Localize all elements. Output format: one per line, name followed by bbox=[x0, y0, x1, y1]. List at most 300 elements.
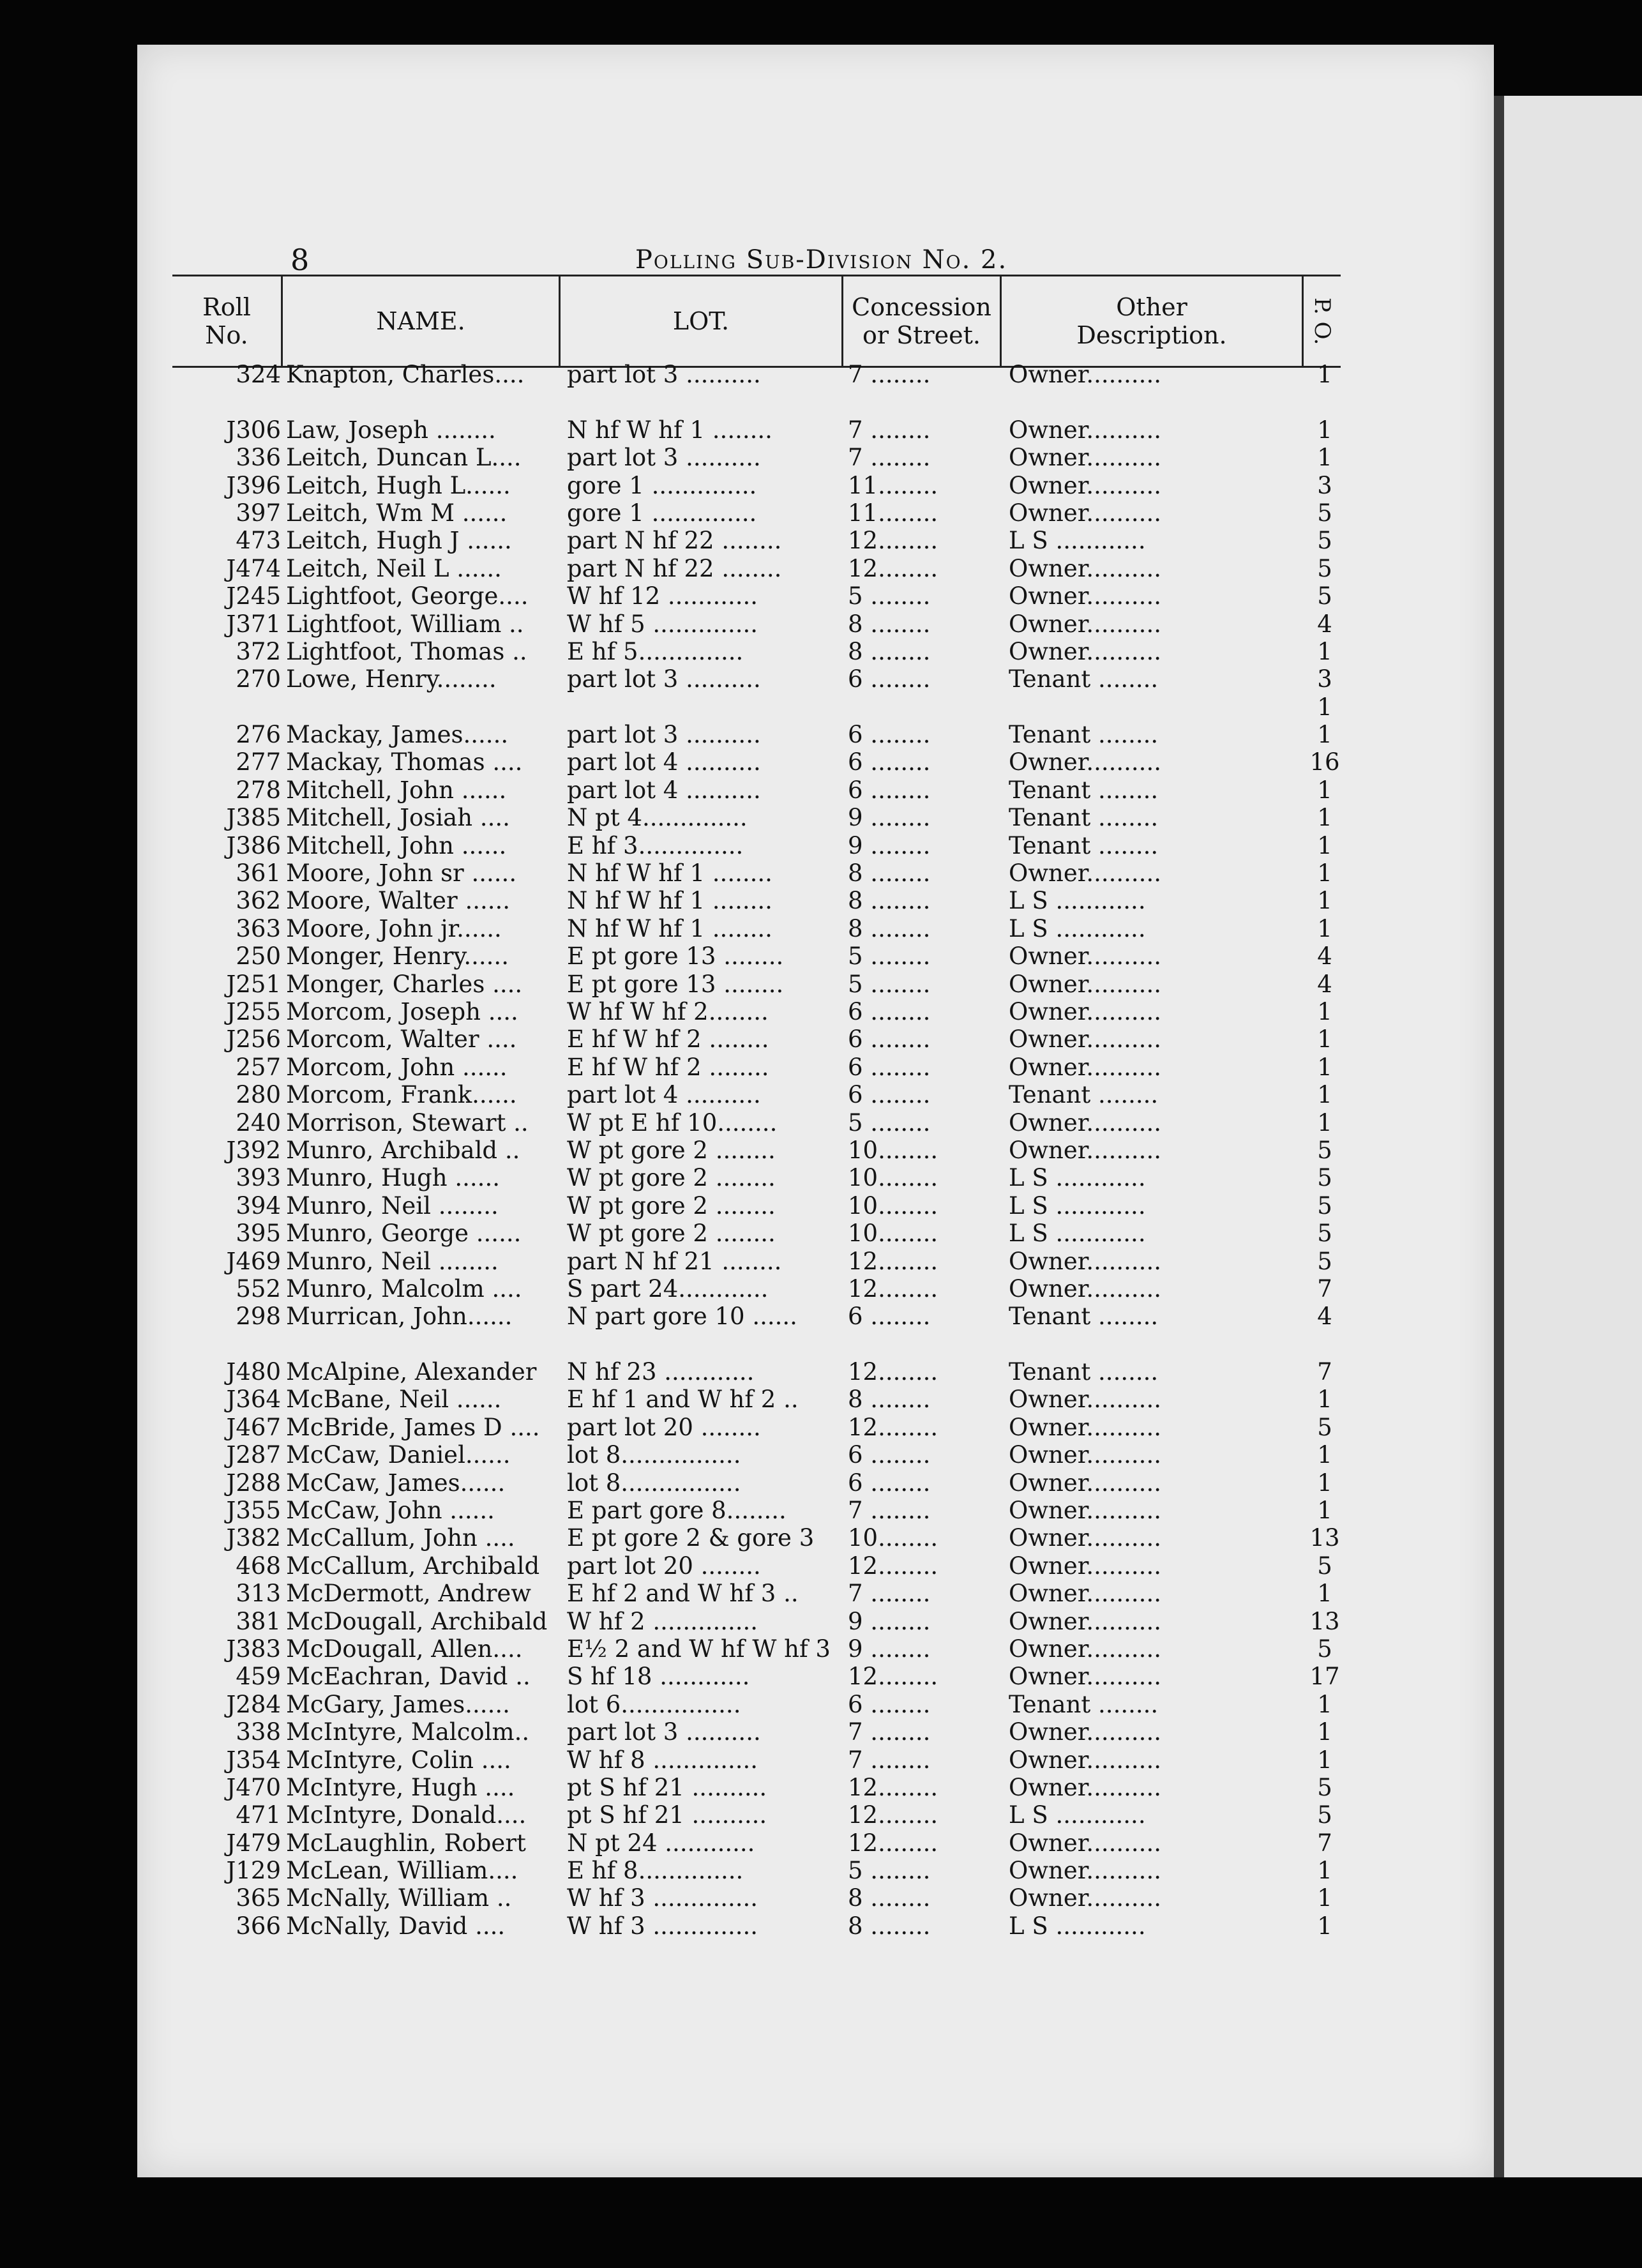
concession: 7 ........ bbox=[848, 361, 931, 388]
roll-number: J355 bbox=[226, 1497, 281, 1525]
voter-name: McLaughlin, Robert bbox=[286, 1829, 526, 1857]
other-description: Owner.......... bbox=[1009, 1829, 1161, 1857]
concession: 7 ........ bbox=[848, 1497, 931, 1525]
lot-description: part lot 3 .......... bbox=[567, 361, 761, 388]
concession: 10........ bbox=[848, 1164, 938, 1192]
other-description: Owner.......... bbox=[1009, 1884, 1161, 1912]
voter-name: Munro, George ...... bbox=[286, 1220, 522, 1248]
roll-number: 250 bbox=[236, 942, 281, 971]
voter-name: Leitch, Neil L ...... bbox=[286, 554, 502, 582]
other-description: Owner.......... bbox=[1009, 859, 1161, 888]
roll-number: J371 bbox=[226, 610, 281, 638]
roll-number: J284 bbox=[226, 1690, 281, 1718]
post-office: 5 bbox=[1317, 1773, 1332, 1801]
concession: 8 ........ bbox=[848, 1386, 931, 1414]
concession: 12........ bbox=[848, 1274, 938, 1303]
table-row bbox=[172, 1663, 1341, 1690]
voter-name: McDermott, Andrew bbox=[286, 1580, 531, 1608]
lot-description: E pt gore 13 ........ bbox=[567, 970, 784, 998]
lot-description: N hf W hf 1 ........ bbox=[567, 887, 772, 915]
lot-description: part lot 3 .......... bbox=[567, 665, 761, 693]
post-office: 1 bbox=[1317, 1497, 1332, 1525]
voter-name: Murrican, John...... bbox=[286, 1303, 513, 1331]
post-office: 5 bbox=[1317, 1164, 1332, 1192]
table-row bbox=[172, 832, 1341, 859]
voter-name: Lightfoot, George.... bbox=[286, 582, 529, 610]
voter-name: Knapton, Charles.... bbox=[286, 361, 525, 388]
table-row bbox=[172, 1358, 1341, 1386]
table-row bbox=[172, 416, 1341, 444]
table-row bbox=[172, 1081, 1341, 1108]
concession: 9 ........ bbox=[848, 831, 931, 859]
lot-description: W hf 3 .............. bbox=[567, 1884, 758, 1912]
roll-number: J256 bbox=[226, 1025, 281, 1054]
post-office: 5 bbox=[1317, 1247, 1332, 1275]
table-row bbox=[172, 1137, 1341, 1164]
other-description: L S ............ bbox=[1009, 527, 1146, 555]
voter-name: McLean, William.... bbox=[286, 1857, 518, 1885]
lot-description: part lot 4 .......... bbox=[567, 1081, 761, 1109]
post-office: 1 bbox=[1317, 1441, 1332, 1469]
other-description: Owner.......... bbox=[1009, 1857, 1161, 1885]
post-office: 7 bbox=[1317, 1358, 1332, 1386]
concession: 8 ........ bbox=[848, 887, 931, 915]
lot-description: W pt gore 2 ........ bbox=[567, 1136, 776, 1164]
voter-name: McIntyre, Malcolm.. bbox=[286, 1718, 530, 1746]
voter-name: Leitch, Duncan L.... bbox=[286, 444, 522, 472]
other-description: L S ............ bbox=[1009, 1220, 1146, 1248]
voter-name: Morcom, Frank...... bbox=[286, 1081, 517, 1109]
row-spacer bbox=[172, 388, 1341, 416]
post-office: 13 bbox=[1309, 1524, 1340, 1552]
post-office: 1 bbox=[1317, 1469, 1332, 1497]
table-row bbox=[172, 1386, 1341, 1413]
other-description: Tenant ........ bbox=[1009, 1081, 1159, 1109]
post-office: 4 bbox=[1317, 970, 1332, 998]
lot-description: gore 1 .............. bbox=[567, 499, 757, 527]
lot-description: pt S hf 21 .......... bbox=[567, 1801, 767, 1829]
lot-description: E hf 2 and W hf 3 .. bbox=[567, 1580, 799, 1608]
roll-number: 270 bbox=[236, 665, 281, 693]
other-description: Tenant ........ bbox=[1009, 1690, 1159, 1718]
table-row bbox=[172, 1025, 1341, 1053]
concession: 12........ bbox=[848, 1773, 938, 1801]
other-description: Owner.......... bbox=[1009, 637, 1161, 665]
post-office: 1 bbox=[1317, 361, 1332, 388]
post-office: 5 bbox=[1317, 582, 1332, 610]
concession: 9 ........ bbox=[848, 1635, 931, 1663]
concession: 6 ........ bbox=[848, 1053, 931, 1081]
concession: 8 ........ bbox=[848, 914, 931, 942]
other-description: Owner.......... bbox=[1009, 1136, 1161, 1164]
voter-name: Moore, Walter ...... bbox=[286, 887, 511, 915]
lot-description: pt S hf 21 .......... bbox=[567, 1773, 767, 1801]
table-row bbox=[172, 1580, 1341, 1607]
concession: 7 ........ bbox=[848, 1580, 931, 1608]
lot-description: E hf 1 and W hf 2 .. bbox=[567, 1386, 799, 1414]
voter-list bbox=[172, 361, 1341, 1940]
lot-description: S hf 18 ............ bbox=[567, 1663, 750, 1691]
voter-name: McBride, James D .... bbox=[286, 1413, 540, 1441]
roll-number: 240 bbox=[236, 1108, 281, 1137]
other-description: Tenant ........ bbox=[1009, 1358, 1159, 1386]
roll-number: 257 bbox=[236, 1053, 281, 1081]
other-description: Tenant ........ bbox=[1009, 721, 1159, 749]
table-row bbox=[172, 1608, 1341, 1635]
table-row bbox=[172, 527, 1341, 554]
table-row bbox=[172, 1469, 1341, 1497]
lot-description: E part gore 8........ bbox=[567, 1497, 787, 1525]
roll-number: J382 bbox=[226, 1524, 281, 1552]
lot-description: part lot 3 .......... bbox=[567, 444, 761, 472]
roll-number: J474 bbox=[226, 554, 281, 582]
concession: 7 ........ bbox=[848, 1718, 931, 1746]
post-office: 7 bbox=[1317, 1829, 1332, 1857]
voter-name: Munro, Neil ........ bbox=[286, 1247, 499, 1275]
table-row bbox=[172, 887, 1341, 914]
other-description: Owner.......... bbox=[1009, 554, 1161, 582]
other-description: Owner.......... bbox=[1009, 1441, 1161, 1469]
table-row bbox=[172, 859, 1341, 887]
concession: 5 ........ bbox=[848, 970, 931, 998]
other-description: Owner.......... bbox=[1009, 1524, 1161, 1552]
post-office: 5 bbox=[1317, 527, 1332, 555]
roll-number: 276 bbox=[236, 721, 281, 749]
other-description: Owner.......... bbox=[1009, 997, 1161, 1025]
table-row bbox=[172, 499, 1341, 527]
other-description: Tenant ........ bbox=[1009, 665, 1159, 693]
lot-description: E hf 8.............. bbox=[567, 1857, 744, 1885]
voter-name: McCallum, Archibald bbox=[286, 1552, 540, 1580]
table-row bbox=[172, 721, 1341, 748]
table-row bbox=[172, 444, 1341, 471]
lot-description: W hf 2 .............. bbox=[567, 1607, 758, 1635]
roll-number: J245 bbox=[226, 582, 281, 610]
other-description: Owner.......... bbox=[1009, 1552, 1161, 1580]
concession: 6 ........ bbox=[848, 1469, 931, 1497]
concession: 6 ........ bbox=[848, 1303, 931, 1331]
lot-description: N pt 24 ............ bbox=[567, 1829, 755, 1857]
post-office: 1 bbox=[1317, 804, 1332, 832]
voter-name: Mackay, James...... bbox=[286, 721, 509, 749]
voter-name: Law, Joseph ........ bbox=[286, 416, 496, 444]
lot-description: S part 24............ bbox=[567, 1274, 769, 1303]
roll-number: J479 bbox=[226, 1829, 281, 1857]
voter-name: Leitch, Hugh J ...... bbox=[286, 527, 512, 555]
lot-description: N hf 23 ............ bbox=[567, 1358, 755, 1386]
voter-name: McNally, David .... bbox=[286, 1912, 506, 1940]
lot-description: part N hf 22 ........ bbox=[567, 554, 782, 582]
concession: 5 ........ bbox=[848, 1857, 931, 1885]
roll-number: J385 bbox=[226, 804, 281, 832]
concession: 12........ bbox=[848, 527, 938, 555]
voter-name: Munro, Malcolm .... bbox=[286, 1274, 522, 1303]
other-description: Owner.......... bbox=[1009, 1497, 1161, 1525]
row-spacer bbox=[172, 1331, 1341, 1358]
roll-number: 397 bbox=[236, 499, 281, 527]
voter-name: Morcom, Walter .... bbox=[286, 1025, 517, 1054]
post-office: 1 bbox=[1317, 693, 1332, 721]
table-row bbox=[172, 1220, 1341, 1247]
table-row bbox=[172, 1801, 1341, 1829]
roll-number: 277 bbox=[236, 748, 281, 776]
other-description: Owner.......... bbox=[1009, 416, 1161, 444]
lot-description: N part gore 10 ...... bbox=[567, 1303, 797, 1331]
table-row bbox=[172, 1884, 1341, 1912]
other-description: Owner.......... bbox=[1009, 471, 1161, 499]
concession: 6 ........ bbox=[848, 748, 931, 776]
lot-description: part N hf 22 ........ bbox=[567, 527, 782, 555]
voter-name: Morrison, Stewart .. bbox=[286, 1108, 529, 1137]
roll-number: J129 bbox=[226, 1857, 281, 1885]
roll-number: 338 bbox=[236, 1718, 281, 1746]
concession: 5 ........ bbox=[848, 942, 931, 971]
voter-name: Mackay, Thomas .... bbox=[286, 748, 523, 776]
other-description: Owner.......... bbox=[1009, 1580, 1161, 1608]
concession: 5 ........ bbox=[848, 582, 931, 610]
voter-name: Monger, Charles .... bbox=[286, 970, 523, 998]
other-description: Owner.......... bbox=[1009, 1108, 1161, 1137]
post-office: 5 bbox=[1317, 1136, 1332, 1164]
roll-number: 473 bbox=[236, 527, 281, 555]
lot-description: part lot 3 .......... bbox=[567, 721, 761, 749]
table-row bbox=[172, 776, 1341, 804]
table-row bbox=[172, 665, 1341, 693]
other-description: Owner.......... bbox=[1009, 1607, 1161, 1635]
concession: 10........ bbox=[848, 1524, 938, 1552]
voter-name: Leitch, Wm M ...... bbox=[286, 499, 508, 527]
lot-description: part lot 4 .......... bbox=[567, 748, 761, 776]
table-row bbox=[172, 1774, 1341, 1801]
concession: 11........ bbox=[848, 499, 938, 527]
other-description: Owner.......... bbox=[1009, 1274, 1161, 1303]
post-office: 1 bbox=[1317, 1690, 1332, 1718]
concession: 8 ........ bbox=[848, 1884, 931, 1912]
voter-name: McIntyre, Colin .... bbox=[286, 1746, 511, 1774]
post-office: 1 bbox=[1317, 997, 1332, 1025]
post-office: 5 bbox=[1317, 1220, 1332, 1248]
post-office: 5 bbox=[1317, 1635, 1332, 1663]
voter-name: Monger, Henry...... bbox=[286, 942, 509, 971]
roll-number: J354 bbox=[226, 1746, 281, 1774]
other-description: Owner.......... bbox=[1009, 361, 1161, 388]
table-row bbox=[172, 1829, 1341, 1857]
lot-description: E hf W hf 2 ........ bbox=[567, 1053, 769, 1081]
lot-description: N hf W hf 1 ........ bbox=[567, 859, 772, 888]
lot-description: N pt 4.............. bbox=[567, 804, 748, 832]
concession: 12........ bbox=[848, 1663, 938, 1691]
lot-description: part lot 3 .......... bbox=[567, 1718, 761, 1746]
other-description: Owner.......... bbox=[1009, 1746, 1161, 1774]
roll-number: 280 bbox=[236, 1081, 281, 1109]
lot-description: W hf 12 ............ bbox=[567, 582, 758, 610]
lot-description: E pt gore 2 & gore 3 bbox=[567, 1524, 815, 1552]
roll-number: 362 bbox=[236, 887, 281, 915]
post-office: 1 bbox=[1317, 1108, 1332, 1137]
concession: 12........ bbox=[848, 1358, 938, 1386]
post-office: 5 bbox=[1317, 554, 1332, 582]
concession: 9 ........ bbox=[848, 804, 931, 832]
other-description: Owner.......... bbox=[1009, 970, 1161, 998]
voter-name: Moore, John jr...... bbox=[286, 914, 502, 942]
voter-name: Munro, Neil ........ bbox=[286, 1191, 499, 1220]
roll-number: 393 bbox=[236, 1164, 281, 1192]
lot-description: W pt E hf 10........ bbox=[567, 1108, 778, 1137]
roll-number: J288 bbox=[226, 1469, 281, 1497]
post-office: 3 bbox=[1317, 471, 1332, 499]
table-row bbox=[172, 971, 1341, 998]
concession: 10........ bbox=[848, 1220, 938, 1248]
other-description: Owner.......... bbox=[1009, 748, 1161, 776]
concession: 12........ bbox=[848, 554, 938, 582]
table-row bbox=[172, 361, 1341, 388]
post-office: 1 bbox=[1317, 859, 1332, 888]
concession: 6 ........ bbox=[848, 1690, 931, 1718]
running-title: Polling Sub-Division No. 2. bbox=[635, 245, 1008, 275]
voter-name: McGary, James...... bbox=[286, 1690, 510, 1718]
header-concession: Concession or Street. bbox=[843, 276, 1002, 366]
header-name: NAME. bbox=[283, 276, 561, 366]
lot-description: W hf 8 .............. bbox=[567, 1746, 758, 1774]
other-description: Owner.......... bbox=[1009, 499, 1161, 527]
lot-description: N hf W hf 1 ........ bbox=[567, 416, 772, 444]
voter-name: McAlpine, Alexander bbox=[286, 1358, 537, 1386]
concession: 10........ bbox=[848, 1136, 938, 1164]
roll-number: 336 bbox=[236, 444, 281, 472]
post-office: 16 bbox=[1309, 748, 1340, 776]
table-row bbox=[172, 1192, 1341, 1220]
post-office: 1 bbox=[1317, 444, 1332, 472]
lot-description: W hf 3 .............. bbox=[567, 1912, 758, 1940]
table-row bbox=[172, 942, 1341, 970]
roll-number: 395 bbox=[236, 1220, 281, 1248]
post-office: 4 bbox=[1317, 942, 1332, 971]
voter-name: Morcom, John ...... bbox=[286, 1053, 508, 1081]
post-office: 1 bbox=[1317, 1746, 1332, 1774]
other-description: Tenant ........ bbox=[1009, 1303, 1159, 1331]
post-office: 3 bbox=[1317, 665, 1332, 693]
voter-name: McEachran, David .. bbox=[286, 1663, 531, 1691]
voter-name: McNally, William .. bbox=[286, 1884, 512, 1912]
lot-description: W hf W hf 2........ bbox=[567, 997, 769, 1025]
concession: 6 ........ bbox=[848, 1025, 931, 1054]
concession: 12........ bbox=[848, 1801, 938, 1829]
voter-name: McCaw, Daniel...... bbox=[286, 1441, 511, 1469]
post-office: 1 bbox=[1317, 776, 1332, 804]
post-office: 5 bbox=[1317, 1191, 1332, 1220]
other-description: L S ............ bbox=[1009, 887, 1146, 915]
concession: 12........ bbox=[848, 1413, 938, 1441]
post-office: 4 bbox=[1317, 1303, 1332, 1331]
concession: 6 ........ bbox=[848, 997, 931, 1025]
table-row bbox=[172, 1109, 1341, 1137]
roll-number: J251 bbox=[226, 970, 281, 998]
post-office: 5 bbox=[1317, 499, 1332, 527]
post-office: 1 bbox=[1317, 637, 1332, 665]
other-description: Owner.......... bbox=[1009, 1469, 1161, 1497]
concession: 8 ........ bbox=[848, 859, 931, 888]
other-description: L S ............ bbox=[1009, 1191, 1146, 1220]
voter-name: McCaw, John ...... bbox=[286, 1497, 495, 1525]
other-description: L S ............ bbox=[1009, 1164, 1146, 1192]
other-description: Owner.......... bbox=[1009, 444, 1161, 472]
lot-description: E½ 2 and W hf W hf 3 bbox=[567, 1635, 831, 1663]
page-number: 8 bbox=[290, 243, 310, 277]
other-description: L S ............ bbox=[1009, 1912, 1146, 1940]
concession: 7 ........ bbox=[848, 444, 931, 472]
concession: 9 ........ bbox=[848, 1607, 931, 1635]
post-office: 1 bbox=[1317, 1386, 1332, 1414]
table-row bbox=[172, 1054, 1341, 1081]
concession: 10........ bbox=[848, 1191, 938, 1220]
concession: 11........ bbox=[848, 471, 938, 499]
post-office: 1 bbox=[1317, 831, 1332, 859]
table-row bbox=[172, 555, 1341, 582]
roll-number: 363 bbox=[236, 914, 281, 942]
roll-number: 298 bbox=[236, 1303, 281, 1331]
roll-number: J467 bbox=[226, 1413, 281, 1441]
voter-name: McCaw, James...... bbox=[286, 1469, 506, 1497]
concession: 12........ bbox=[848, 1247, 938, 1275]
post-office: 1 bbox=[1317, 1580, 1332, 1608]
post-office: 1 bbox=[1317, 1857, 1332, 1885]
post-office: 1 bbox=[1317, 1912, 1332, 1940]
other-description: Owner.......... bbox=[1009, 610, 1161, 638]
roll-number: J364 bbox=[226, 1386, 281, 1414]
table-row bbox=[172, 1552, 1341, 1580]
roll-number: J469 bbox=[226, 1247, 281, 1275]
table-header bbox=[172, 275, 1341, 368]
other-description: Owner.......... bbox=[1009, 1053, 1161, 1081]
table-row bbox=[172, 915, 1341, 942]
roll-number: J386 bbox=[226, 831, 281, 859]
roll-number: 324 bbox=[236, 361, 281, 388]
roll-number: J396 bbox=[226, 471, 281, 499]
roll-number: 278 bbox=[236, 776, 281, 804]
voter-name: Mitchell, Josiah .... bbox=[286, 804, 510, 832]
concession: 6 ........ bbox=[848, 776, 931, 804]
voter-name: McIntyre, Donald.... bbox=[286, 1801, 527, 1829]
post-office: 13 bbox=[1309, 1607, 1340, 1635]
table-row bbox=[172, 638, 1341, 665]
post-office: 7 bbox=[1317, 1274, 1332, 1303]
header-description: Other Description. bbox=[1002, 276, 1304, 366]
concession: 6 ........ bbox=[848, 721, 931, 749]
header-lot: LOT. bbox=[561, 276, 843, 366]
table-row bbox=[172, 1691, 1341, 1718]
table-row bbox=[172, 1414, 1341, 1441]
voter-name: Moore, John sr ...... bbox=[286, 859, 517, 888]
table-row bbox=[172, 610, 1341, 638]
post-office: 4 bbox=[1317, 610, 1332, 638]
voter-name: Leitch, Hugh L...... bbox=[286, 471, 511, 499]
table-row bbox=[172, 472, 1341, 499]
voter-name: McDougall, Archibald bbox=[286, 1607, 548, 1635]
table-row bbox=[172, 582, 1341, 610]
roll-number: J480 bbox=[226, 1358, 281, 1386]
lot-description: W pt gore 2 ........ bbox=[567, 1164, 776, 1192]
voter-name: Lightfoot, Thomas .. bbox=[286, 637, 527, 665]
lot-description: part lot 20 ........ bbox=[567, 1413, 761, 1441]
post-office: 1 bbox=[1317, 1053, 1332, 1081]
roll-number: 366 bbox=[236, 1912, 281, 1940]
roll-number: J287 bbox=[226, 1441, 281, 1469]
voter-name: Munro, Hugh ...... bbox=[286, 1164, 500, 1192]
roll-number: 365 bbox=[236, 1884, 281, 1912]
lot-description: W pt gore 2 ........ bbox=[567, 1220, 776, 1248]
other-description: Owner.......... bbox=[1009, 1718, 1161, 1746]
table-row bbox=[172, 1912, 1341, 1940]
